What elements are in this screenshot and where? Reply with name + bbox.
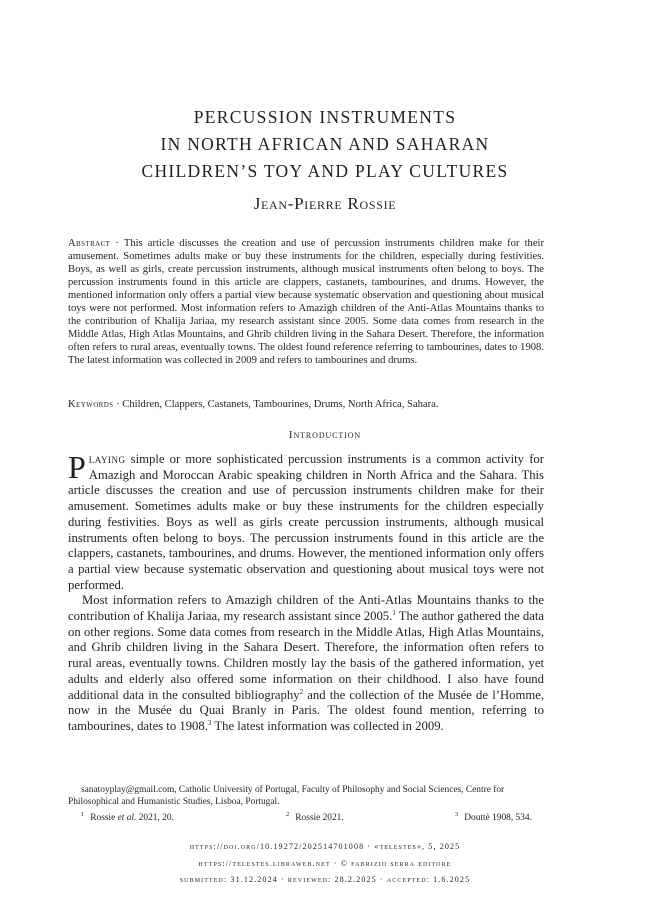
footnotes [68, 812, 544, 824]
submission-dates-line: submitted: 31.12.2024 · reviewed: 28.2.2025 · accepted: 1.6.2025 [179, 875, 471, 884]
footnote-1-text-em: et al. [117, 813, 137, 823]
title-line-3: CHILDREN’S TOY AND PLAY CULTURES [141, 161, 509, 181]
footnote-ref-2[interactable]: 2 [299, 687, 304, 696]
footnote-3-number: 3 [455, 810, 459, 818]
footnote-3 [455, 812, 532, 824]
keywords-text: Children, Clappers, Castanets, Tambourines, Drums, North Africa, Sahara. [122, 399, 439, 410]
doi-line[interactable]: https://doi.org/10.19272/202514701008 · «telestes», 5, 2025 [189, 842, 461, 851]
footnote-3-text: Douttè 1908, 534. [464, 813, 532, 823]
abstract-text: This article discusses the creation and use of percussion instruments children make for their amusement. Sometimes adults make or buy these instruments for the children, especially during festivities. Boys, as well as girls, create percussion instruments, although musical instruments often belong to boys. The percussion instruments found in this article are clappers, castanets, tambourines, and drums. However, the mentioned information only offers a partial view because systematic observation and questioning about musical toys were not performed. Most information refers to Amazigh children of the Anti-Atlas Mountains thanks to the contribution of Khalija Jariaa, my research assistant since 2005. Some data comes from research in the Middle Atlas, High Atlas Mountains, and Ghrib children living in the Sahara Desert. Therefore, the information often refers to rural areas, eventually towns. The oldest found reference referring to tambourines, dates to 1908. The latest information was collected in 2009 and refers to tambourines and drums. [68, 238, 544, 366]
author-name: Jean-Pierre Rossie [253, 194, 397, 213]
footnote-1-text-a: Rossie [90, 813, 118, 823]
footnote-1-text-b: 2021, 20. [136, 813, 174, 823]
paragraph-1-text: simple or more sophisticated percussion instruments is a common activity for Amazigh and Moroccan Arabic speaking children in North Africa and the Sahara. This article discusses the creation and use of percussion instruments children make for their amusement. Sometimes adults make or buy these instruments for the children especially during festivities. Boys as well as girls create percussion instruments, although musical instruments often belong to boys. The percussion instruments found in this article are the clappers, castanets, tambourines, and drums. However, the mentioned information only offers a partial view because systematic observation and questioning about musical toys were not performed. [68, 452, 544, 592]
author-contact-note: sanatoyplay@gmail.com, Catholic University of Portugal, Faculty of Philosophy and Social Sciences, Centre for Philosophical and Humanistic Studies, Lisboa, Portugal. [68, 785, 505, 808]
section-heading-introduction: Introduction [288, 429, 362, 441]
keywords [68, 398, 544, 411]
paragraph-2-text-b: The author gathered the data on other regions. Some data comes from research in the Middle Atlas, High Atlas Mountains, and Ghrib children living in the Sahara Desert. Therefore, the information often refers to rural areas, eventually towns. Children mostly lay the basis of the gathered information, yet adults and elderly also offered some information on their childhood. I also have found additional data in the consulted bibliography [68, 609, 544, 702]
paragraph-2-text-c: and the collection of the Musée de l’Homme, now in the Musée du Quai Branly in Paris. The oldest found mention, referring to tambourines, dates to 1908. [68, 687, 544, 733]
keywords-separator: · [113, 399, 123, 410]
title-line-1: PERCUSSION INSTRUMENTS [193, 107, 457, 127]
footnote-2-number: 2 [286, 810, 290, 818]
abstract [68, 237, 544, 367]
paragraph-2-text-a: Most information refers to Amazigh children of the Anti-Atlas Mountains thanks to the contribution of Khalija Jariaa, my research assistant since 2005. [68, 593, 544, 624]
footnote-ref-1[interactable]: 1 [392, 608, 396, 617]
abstract-separator: · [110, 238, 124, 249]
footnote-2-text: Rossie 2021. [295, 813, 344, 823]
keywords-label: Keywords [68, 399, 114, 410]
title-line-2: IN NORTH AFRICAN AND SAHARAN [160, 134, 490, 154]
paragraph-2-text-d: The latest information was collected in 2009. [211, 718, 444, 733]
drop-cap: P [68, 449, 86, 485]
footnote-2 [286, 812, 344, 824]
website-line[interactable]: https://telestes.libraweb.net · © fabrizio serra editore [198, 859, 452, 868]
paragraph-1-lead: laying [88, 452, 126, 466]
article-title [0, 104, 650, 185]
footnote-1 [81, 812, 174, 824]
abstract-label: Abstract [68, 238, 111, 249]
footnote-1-number: 1 [81, 810, 85, 818]
paragraph-2 [68, 593, 544, 734]
paragraph-1 [68, 449, 544, 593]
introduction-body [68, 449, 544, 735]
footnote-ref-3[interactable]: 3 [207, 718, 212, 727]
